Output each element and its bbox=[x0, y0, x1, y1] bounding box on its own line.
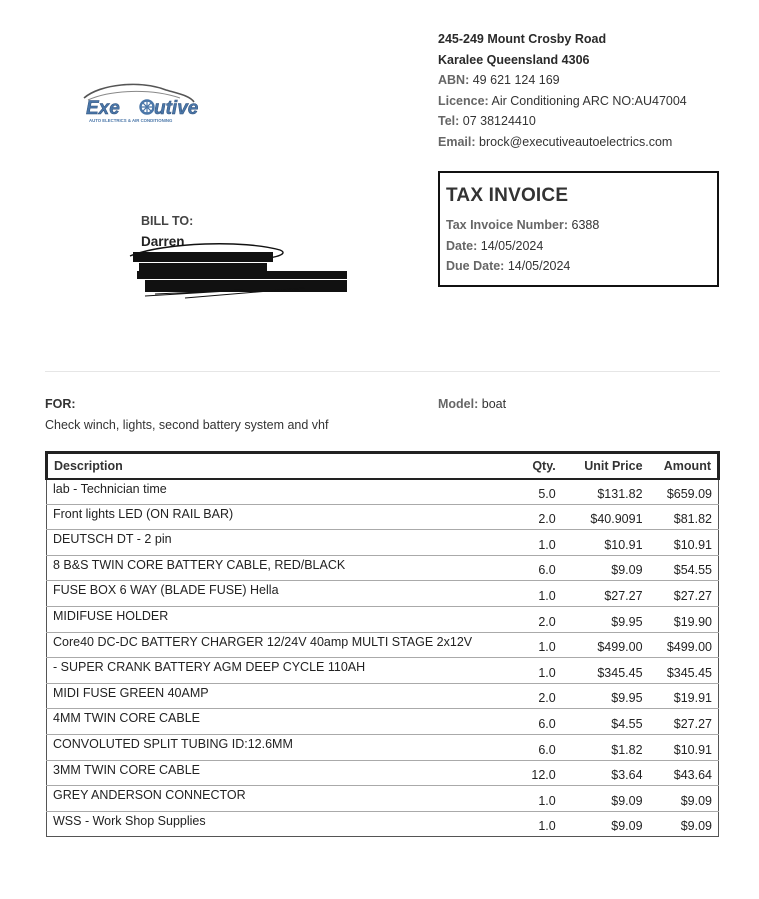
cell-qty: 1.0 bbox=[520, 530, 562, 556]
tel-label: Tel: bbox=[438, 114, 460, 129]
company-details bbox=[438, 29, 687, 153]
line-items-table bbox=[45, 451, 720, 837]
bill-to-name: Darren bbox=[141, 234, 185, 249]
model-value: boat bbox=[481, 397, 507, 411]
invoice-number-label: Tax Invoice Number: bbox=[446, 218, 569, 232]
cell-amount: $9.09 bbox=[649, 786, 719, 812]
cell-qty: 12.0 bbox=[520, 760, 562, 786]
cell-description: - SUPER CRANK BATTERY AGM DEEP CYCLE 110AH bbox=[47, 658, 520, 684]
cell-description: 8 B&S TWIN CORE BATTERY CABLE, RED/BLACK bbox=[47, 555, 520, 581]
job-description: Check winch, lights, second battery system and vhf bbox=[45, 418, 329, 432]
due-date-value: 14/05/2024 bbox=[507, 259, 571, 274]
table-row bbox=[47, 709, 719, 735]
cell-amount: $659.09 bbox=[649, 479, 719, 505]
cell-description: Core40 DC-DC BATTERY CHARGER 12/24V 40amp MULTI STAGE 2x12V bbox=[47, 632, 520, 658]
cell-unit-price: $9.09 bbox=[562, 786, 649, 812]
cell-unit-price: $4.55 bbox=[562, 709, 649, 735]
company-address-line1: 245-249 Mount Crosby Road bbox=[438, 32, 607, 46]
cell-unit-price: $40.9091 bbox=[562, 504, 649, 530]
logo-wordmark-part1: Exe bbox=[86, 98, 120, 119]
cell-unit-price: $9.95 bbox=[562, 606, 649, 632]
cell-description: WSS - Work Shop Supplies bbox=[47, 811, 520, 837]
email-label: Email: bbox=[438, 134, 476, 149]
table-body bbox=[47, 479, 719, 837]
licence-label: Licence: bbox=[438, 93, 489, 108]
cell-amount: $345.45 bbox=[649, 658, 719, 684]
for-label: FOR: bbox=[45, 397, 76, 411]
company-abn bbox=[438, 70, 687, 91]
cell-unit-price: $27.27 bbox=[562, 581, 649, 607]
cell-unit-price: $9.95 bbox=[562, 683, 649, 709]
header-description: Description bbox=[47, 453, 520, 479]
bill-to-label: BILL TO: bbox=[141, 214, 194, 228]
cell-unit-price: $131.82 bbox=[562, 479, 649, 505]
cell-description: 3MM TWIN CORE CABLE bbox=[47, 760, 520, 786]
redacted-address-scribble bbox=[125, 238, 355, 300]
cell-unit-price: $499.00 bbox=[562, 632, 649, 658]
table-row bbox=[47, 760, 719, 786]
model-section bbox=[438, 397, 506, 411]
logo-wordmark-part2: utive bbox=[154, 98, 198, 119]
tel-value: 07 38124410 bbox=[462, 114, 536, 129]
cell-amount: $19.90 bbox=[649, 606, 719, 632]
company-email bbox=[438, 132, 687, 153]
model-label: Model: bbox=[438, 397, 479, 411]
cell-qty: 1.0 bbox=[520, 811, 562, 837]
abn-label: ABN: bbox=[438, 73, 470, 88]
cell-amount: $19.91 bbox=[649, 683, 719, 709]
cell-amount: $10.91 bbox=[649, 530, 719, 556]
cell-amount: $81.82 bbox=[649, 504, 719, 530]
cell-qty: 2.0 bbox=[520, 504, 562, 530]
abn-value: 49 621 124 169 bbox=[472, 73, 560, 88]
cell-description: MIDI FUSE GREEN 40AMP bbox=[47, 683, 520, 709]
table-row bbox=[47, 555, 719, 581]
cell-qty: 6.0 bbox=[520, 555, 562, 581]
section-divider bbox=[45, 371, 720, 372]
table-row bbox=[47, 581, 719, 607]
table-row bbox=[47, 530, 719, 556]
cell-qty: 1.0 bbox=[520, 632, 562, 658]
cell-description: 4MM TWIN CORE CABLE bbox=[47, 709, 520, 735]
company-logo bbox=[80, 80, 198, 128]
cell-unit-price: $1.82 bbox=[562, 734, 649, 760]
header-amount: Amount bbox=[649, 453, 719, 479]
invoice-number-value: 6388 bbox=[571, 218, 600, 232]
cell-qty: 1.0 bbox=[520, 581, 562, 607]
cell-description: Front lights LED (ON RAIL BAR) bbox=[47, 504, 520, 530]
invoice-summary-box bbox=[438, 171, 719, 287]
cell-description: MIDIFUSE HOLDER bbox=[47, 606, 520, 632]
cell-description: lab - Technician time bbox=[47, 479, 520, 505]
table-row bbox=[47, 811, 719, 837]
cell-amount: $27.27 bbox=[649, 581, 719, 607]
cell-amount: $499.00 bbox=[649, 632, 719, 658]
cell-qty: 2.0 bbox=[520, 606, 562, 632]
header-qty: Qty. bbox=[520, 453, 562, 479]
table-row bbox=[47, 658, 719, 684]
cell-description: FUSE BOX 6 WAY (BLADE FUSE) Hella bbox=[47, 581, 520, 607]
cell-description: CONVOLUTED SPLIT TUBING ID:12.6MM bbox=[47, 734, 520, 760]
licence-value: Air Conditioning ARC NO:AU47004 bbox=[491, 93, 687, 108]
cell-qty: 2.0 bbox=[520, 683, 562, 709]
cell-amount: $9.09 bbox=[649, 811, 719, 837]
table-row bbox=[47, 632, 719, 658]
cell-amount: $54.55 bbox=[649, 555, 719, 581]
cell-amount: $43.64 bbox=[649, 760, 719, 786]
table-header-row bbox=[47, 453, 719, 479]
company-address-line2: Karalee Queensland 4306 bbox=[438, 52, 590, 67]
cell-unit-price: $10.91 bbox=[562, 530, 649, 556]
cell-qty: 5.0 bbox=[520, 479, 562, 505]
invoice-title: TAX INVOICE bbox=[446, 185, 569, 206]
company-licence bbox=[438, 91, 687, 112]
cell-description: GREY ANDERSON CONNECTOR bbox=[47, 786, 520, 812]
invoice-date-value: 14/05/2024 bbox=[480, 238, 544, 253]
cell-qty: 1.0 bbox=[520, 786, 562, 812]
header-unit-price: Unit Price bbox=[562, 453, 649, 479]
logo-tagline: AUTO ELECTRICS & AIR CONDITIONING bbox=[89, 118, 173, 123]
invoice-due-date bbox=[446, 256, 711, 277]
company-tel bbox=[438, 111, 687, 132]
invoice-date bbox=[446, 236, 711, 257]
invoice-number bbox=[446, 215, 711, 236]
due-date-label: Due Date: bbox=[446, 259, 505, 274]
table-row bbox=[47, 504, 719, 530]
cell-qty: 6.0 bbox=[520, 734, 562, 760]
cell-amount: $27.27 bbox=[649, 709, 719, 735]
table-row bbox=[47, 479, 719, 505]
cell-unit-price: $9.09 bbox=[562, 811, 649, 837]
table-row bbox=[47, 786, 719, 812]
cell-description: DEUTSCH DT - 2 pin bbox=[47, 530, 520, 556]
cell-qty: 6.0 bbox=[520, 709, 562, 735]
table-row bbox=[47, 606, 719, 632]
table-row bbox=[47, 683, 719, 709]
cell-unit-price: $345.45 bbox=[562, 658, 649, 684]
cell-amount: $10.91 bbox=[649, 734, 719, 760]
invoice-date-label: Date: bbox=[446, 238, 478, 253]
email-value[interactable]: brock@executiveautoelectrics.com bbox=[479, 134, 673, 149]
cell-qty: 1.0 bbox=[520, 658, 562, 684]
cell-unit-price: $3.64 bbox=[562, 760, 649, 786]
job-for-section bbox=[45, 397, 328, 432]
table-row bbox=[47, 734, 719, 760]
cell-unit-price: $9.09 bbox=[562, 555, 649, 581]
